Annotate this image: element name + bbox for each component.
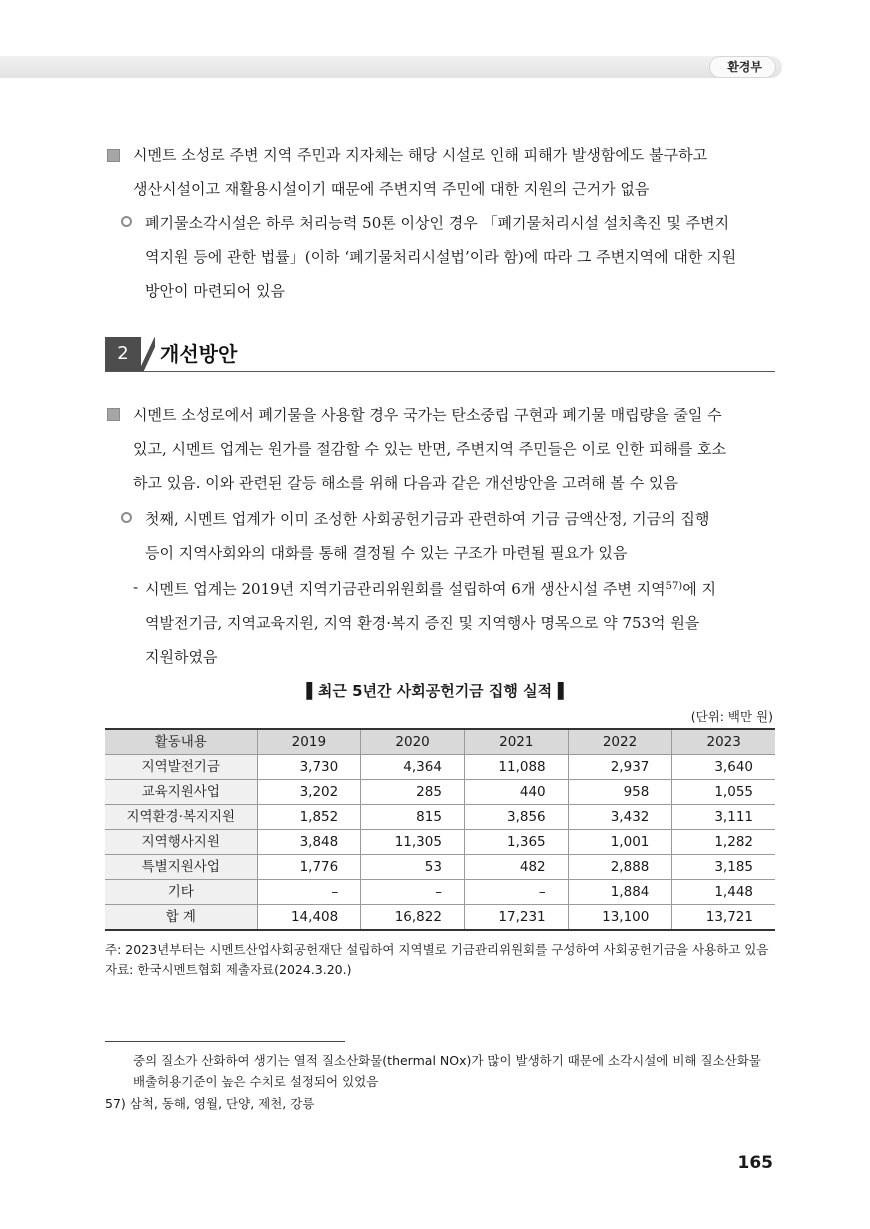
- table-cell: 13,721: [672, 905, 775, 931]
- section-divider: [105, 371, 775, 372]
- footnote-divider: [105, 1041, 345, 1042]
- text-line: 있고, 시멘트 업계는 원가를 절감할 수 있는 반면, 주변지역 주민들은 이로 인한 피해를 호소: [133, 440, 727, 458]
- header-section-label: 환경부: [709, 56, 776, 78]
- text-segment: 시멘트 업계는 2019년 지역기금관리위원회를 설립하여 6개 생산시설 주변 지역: [145, 580, 666, 598]
- footnote-continued: [133, 1050, 761, 1092]
- section-slash-decoration: [141, 337, 155, 371]
- text-line: 역발전기금, 지역교육지원, 지역 환경·복지 증진 및 지역행사 명목으로 약 753억 원을: [145, 614, 700, 632]
- table-cell: 482: [464, 855, 568, 880]
- row-label: 지역발전기금: [105, 755, 257, 780]
- table-cell: 815: [361, 805, 465, 830]
- table-cell: 13,100: [568, 905, 672, 931]
- table-cell: 2,888: [568, 855, 672, 880]
- table-cell: 17,231: [464, 905, 568, 931]
- paragraph-dash-1: [145, 570, 716, 674]
- table-cell: 3,185: [672, 855, 775, 880]
- table-cell: 14,408: [257, 905, 361, 931]
- table-cell: 3,640: [672, 755, 775, 780]
- row-label: 지역행사지원: [105, 830, 257, 855]
- column-header: 2023: [672, 729, 775, 755]
- row-label: 교육지원사업: [105, 780, 257, 805]
- table-row: [105, 805, 775, 830]
- section-title: 개선방안: [160, 342, 238, 366]
- table-cell: 3,856: [464, 805, 568, 830]
- footnote-line: 중의 질소가 산화하여 생기는 열적 질소산화물(thermal NOx)가 많이 발생하기 때문에 소각시설에 비해 질소산화물: [133, 1053, 761, 1068]
- circle-bullet-icon: [121, 512, 132, 523]
- table-total-row: [105, 905, 775, 931]
- circle-bullet-icon: [121, 216, 132, 227]
- dash-bullet-icon: -: [133, 578, 139, 596]
- column-header: 2022: [568, 729, 672, 755]
- text-segment: 에 지: [682, 580, 716, 598]
- table-row: [105, 755, 775, 780]
- table-cell: 1,055: [672, 780, 775, 805]
- table-row: [105, 880, 775, 905]
- table-cell: 958: [568, 780, 672, 805]
- page-number: 165: [737, 1153, 773, 1173]
- table-cell: 1,282: [672, 830, 775, 855]
- table-cell: 3,111: [672, 805, 775, 830]
- table-cell: 3,730: [257, 755, 361, 780]
- table-note: 주: 2023년부터는 시멘트산업사회공헌재단 설립하여 지역별로 기금관리위원회를 구성하여 사회공헌기금을 사용하고 있음: [105, 942, 769, 957]
- text-line: 폐기물소각시설은 하루 처리능력 50톤 이상인 경우 「폐기물처리시설 설치촉진 및 주변지: [145, 214, 730, 232]
- row-label: 기타: [105, 880, 257, 905]
- table-cell: 3,432: [568, 805, 672, 830]
- table-header-row: [105, 729, 775, 755]
- table-title: ▌최근 5년간 사회공헌기금 집행 실적▐: [306, 682, 564, 700]
- square-bullet-icon: [107, 149, 120, 162]
- table-cell: 285: [361, 780, 465, 805]
- table-cell: 1,448: [672, 880, 775, 905]
- fund-table: [105, 728, 775, 931]
- paragraph-circle-1: [145, 206, 736, 308]
- table-cell: 11,305: [361, 830, 465, 855]
- table-cell: 2,937: [568, 755, 672, 780]
- paragraph-square-1: [133, 138, 707, 206]
- table-cell: –: [361, 880, 465, 905]
- text-line: [145, 570, 716, 606]
- column-header: 활동내용: [105, 729, 257, 755]
- table-cell: 11,088: [464, 755, 568, 780]
- text-line: 역지원 등에 관한 법률」(이하 ‘폐기물처리시설법’이라 함)에 따라 그 주변지역에 대한 지원: [145, 248, 737, 266]
- table-cell: 1,884: [568, 880, 672, 905]
- text-line: 시멘트 소성로에서 폐기물을 사용할 경우 국가는 탄소중립 구현과 폐기물 매립량을 줄일 수: [133, 406, 722, 424]
- table-cell: 440: [464, 780, 568, 805]
- section-number: 2: [105, 337, 141, 371]
- table-cell: 3,202: [257, 780, 361, 805]
- table-cell: –: [464, 880, 568, 905]
- table-cell: 53: [361, 855, 465, 880]
- table-cell: –: [257, 880, 361, 905]
- column-header: 2020: [361, 729, 465, 755]
- square-bullet-icon: [107, 408, 120, 421]
- table-row: [105, 780, 775, 805]
- text-line: 생산시설이고 재활용시설이기 때문에 주변지역 주민에 대한 지원의 근거가 없음: [133, 180, 650, 198]
- table-row: [105, 855, 775, 880]
- footnote-57: 57) 삼척, 동해, 영월, 단양, 제천, 강릉: [105, 1096, 315, 1111]
- row-label: 지역환경·복지지원: [105, 805, 257, 830]
- row-label: 합 계: [105, 905, 257, 931]
- column-header: 2021: [464, 729, 568, 755]
- text-line: 등이 지역사회와의 대화를 통해 결정될 수 있는 구조가 마련될 필요가 있음: [145, 544, 628, 562]
- table-cell: 1,001: [568, 830, 672, 855]
- text-line: 첫째, 시멘트 업계가 이미 조성한 사회공헌기금과 관련하여 기금 금액산정, 기금의 집행: [145, 510, 710, 528]
- table-cell: 16,822: [361, 905, 465, 931]
- footnote-line: 배출허용기준이 높은 수치로 설정되어 있었음: [133, 1074, 379, 1089]
- paragraph-circle-2: [145, 502, 709, 570]
- text-line: 지원하였음: [145, 648, 218, 666]
- table-source: 자료: 한국시멘트협회 제출자료(2024.3.20.): [105, 962, 352, 977]
- footnote-ref-57[interactable]: 57): [665, 581, 683, 592]
- table-cell: 4,364: [361, 755, 465, 780]
- table-row: [105, 830, 775, 855]
- table-unit: (단위: 백만 원): [690, 709, 773, 724]
- text-line: 시멘트 소성로 주변 지역 주민과 지자체는 해당 시설로 인해 피해가 발생함에도 불구하고: [133, 146, 708, 164]
- header-bar: [0, 56, 782, 78]
- table-cell: 1,776: [257, 855, 361, 880]
- table-cell: 1,852: [257, 805, 361, 830]
- paragraph-square-2: [133, 398, 726, 500]
- row-label: 특별지원사업: [105, 855, 257, 880]
- text-line: 방안이 마련되어 있음: [145, 282, 285, 300]
- table-cell: 3,848: [257, 830, 361, 855]
- table-cell: 1,365: [464, 830, 568, 855]
- text-line: 하고 있음. 이와 관련된 갈등 해소를 위해 다음과 같은 개선방안을 고려해 볼 수 있음: [133, 474, 678, 492]
- column-header: 2019: [257, 729, 361, 755]
